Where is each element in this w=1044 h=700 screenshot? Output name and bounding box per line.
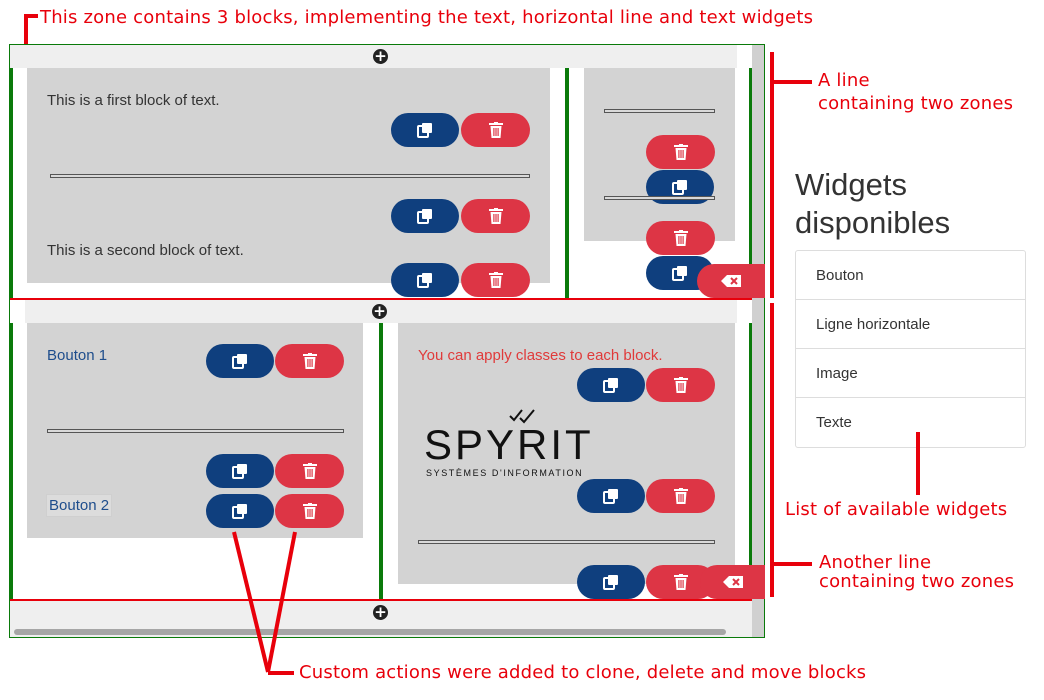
horizontal-line-block[interactable] — [418, 540, 715, 544]
sidebar-title — [795, 166, 950, 242]
horizontal-scrollbar-thumb[interactable] — [14, 629, 726, 635]
annotation-widgets: List of available widgets — [785, 499, 1008, 520]
trash-icon — [489, 272, 503, 288]
clone-icon — [672, 265, 688, 281]
trash-icon — [489, 122, 503, 138]
annotation-line-1: A line — [818, 70, 870, 91]
plus-circle-icon[interactable]: + — [374, 603, 387, 621]
clone-button[interactable] — [391, 113, 459, 147]
delete-button[interactable] — [461, 113, 530, 147]
clone-icon — [232, 503, 248, 519]
widget-item-image[interactable]: Image — [796, 349, 1025, 398]
zone-border — [379, 323, 383, 600]
clone-icon — [417, 208, 433, 224]
trash-icon — [674, 230, 688, 246]
clone-icon — [672, 179, 688, 195]
delete-button[interactable] — [646, 479, 715, 513]
annotation-pointer — [916, 432, 920, 495]
delete-button[interactable] — [275, 344, 344, 378]
clone-icon — [232, 353, 248, 369]
trash-icon — [674, 377, 688, 393]
sidebar-title-line1: Widgets — [795, 167, 907, 202]
clone-icon — [603, 377, 619, 393]
zone-border — [565, 68, 569, 299]
annotation-line-2b: containing two zones — [819, 571, 1015, 592]
bouton-1-block[interactable]: Bouton 1 — [47, 347, 108, 364]
clone-icon — [603, 574, 619, 590]
zone-border — [10, 323, 13, 600]
widget-item-texte[interactable]: Texte — [816, 414, 852, 431]
canvas-gutter — [752, 45, 764, 637]
clone-button[interactable] — [577, 565, 645, 599]
delete-button[interactable] — [461, 263, 530, 297]
delete-button[interactable] — [646, 135, 715, 169]
class-text-block[interactable]: You can apply classes to each block. — [418, 347, 663, 364]
plus-circle-icon[interactable]: + — [374, 47, 387, 65]
backspace-icon — [723, 576, 743, 588]
annotation-pointer — [774, 562, 812, 566]
annotation-zone-blocks: This zone contains 3 blocks, implementing the text, horizontal line and text widgets — [40, 7, 814, 28]
horizontal-line-block[interactable] — [604, 109, 715, 113]
spyrit-logo[interactable] — [424, 408, 614, 480]
clone-button[interactable] — [206, 454, 274, 488]
zone-border — [10, 68, 13, 299]
clone-button[interactable] — [391, 199, 459, 233]
clone-icon — [603, 488, 619, 504]
annotation-pointer-line — [268, 532, 295, 672]
horizontal-line-block[interactable] — [604, 196, 715, 200]
sidebar-title-line2: disponibles — [795, 205, 951, 240]
trash-icon — [674, 488, 688, 504]
widget-item-bouton[interactable]: Bouton — [796, 251, 1025, 300]
delete-button[interactable] — [461, 199, 530, 233]
clone-icon — [417, 122, 433, 138]
clone-button[interactable] — [391, 263, 459, 297]
annotation-bracket-tick — [24, 14, 38, 18]
horizontal-line-block[interactable] — [47, 429, 344, 433]
annotation-custom-actions: Custom actions were added to clone, delete and move blocks — [299, 662, 867, 683]
text-block-1[interactable]: This is a first block of text. — [47, 92, 220, 109]
clone-button[interactable] — [577, 368, 645, 402]
annotation-pointer-lines — [225, 528, 305, 678]
annotation-line-2: Another line — [819, 552, 932, 573]
clone-button[interactable] — [206, 494, 274, 528]
trash-icon — [674, 144, 688, 160]
widget-list — [795, 250, 1026, 448]
annotation-pointer — [268, 671, 294, 675]
clone-button[interactable] — [577, 479, 645, 513]
bouton-2-block[interactable]: Bouton 2 — [46, 494, 112, 517]
clone-icon — [417, 272, 433, 288]
annotation-line-1b: containing two zones — [818, 93, 1014, 114]
clone-icon — [232, 463, 248, 479]
delete-button[interactable] — [646, 221, 715, 255]
widget-item-ligne-horizontale[interactable]: Ligne horizontale — [796, 300, 1025, 349]
annotation-pointer-line — [234, 532, 268, 672]
horizontal-line-block[interactable] — [50, 174, 530, 178]
clone-button[interactable] — [206, 344, 274, 378]
delete-button[interactable] — [275, 454, 344, 488]
annotation-bracket — [770, 303, 774, 597]
zone-border — [749, 323, 752, 600]
trash-icon — [489, 208, 503, 224]
annotation-bracket — [770, 52, 774, 298]
trash-icon — [303, 463, 317, 479]
delete-button[interactable] — [275, 494, 344, 528]
annotation-pointer — [774, 80, 812, 84]
remove-line-button[interactable] — [700, 565, 765, 599]
trash-icon — [674, 574, 688, 590]
remove-line-button[interactable] — [697, 264, 765, 298]
trash-icon — [303, 353, 317, 369]
trash-icon — [303, 503, 317, 519]
plus-circle-icon[interactable]: + — [373, 302, 386, 320]
logo-name: SPYRIT — [424, 421, 594, 468]
logo-tagline: SYSTÈMES D'INFORMATION — [426, 468, 584, 478]
delete-button[interactable] — [646, 368, 715, 402]
text-block-2[interactable]: This is a second block of text. — [47, 242, 244, 259]
backspace-icon — [721, 275, 741, 287]
